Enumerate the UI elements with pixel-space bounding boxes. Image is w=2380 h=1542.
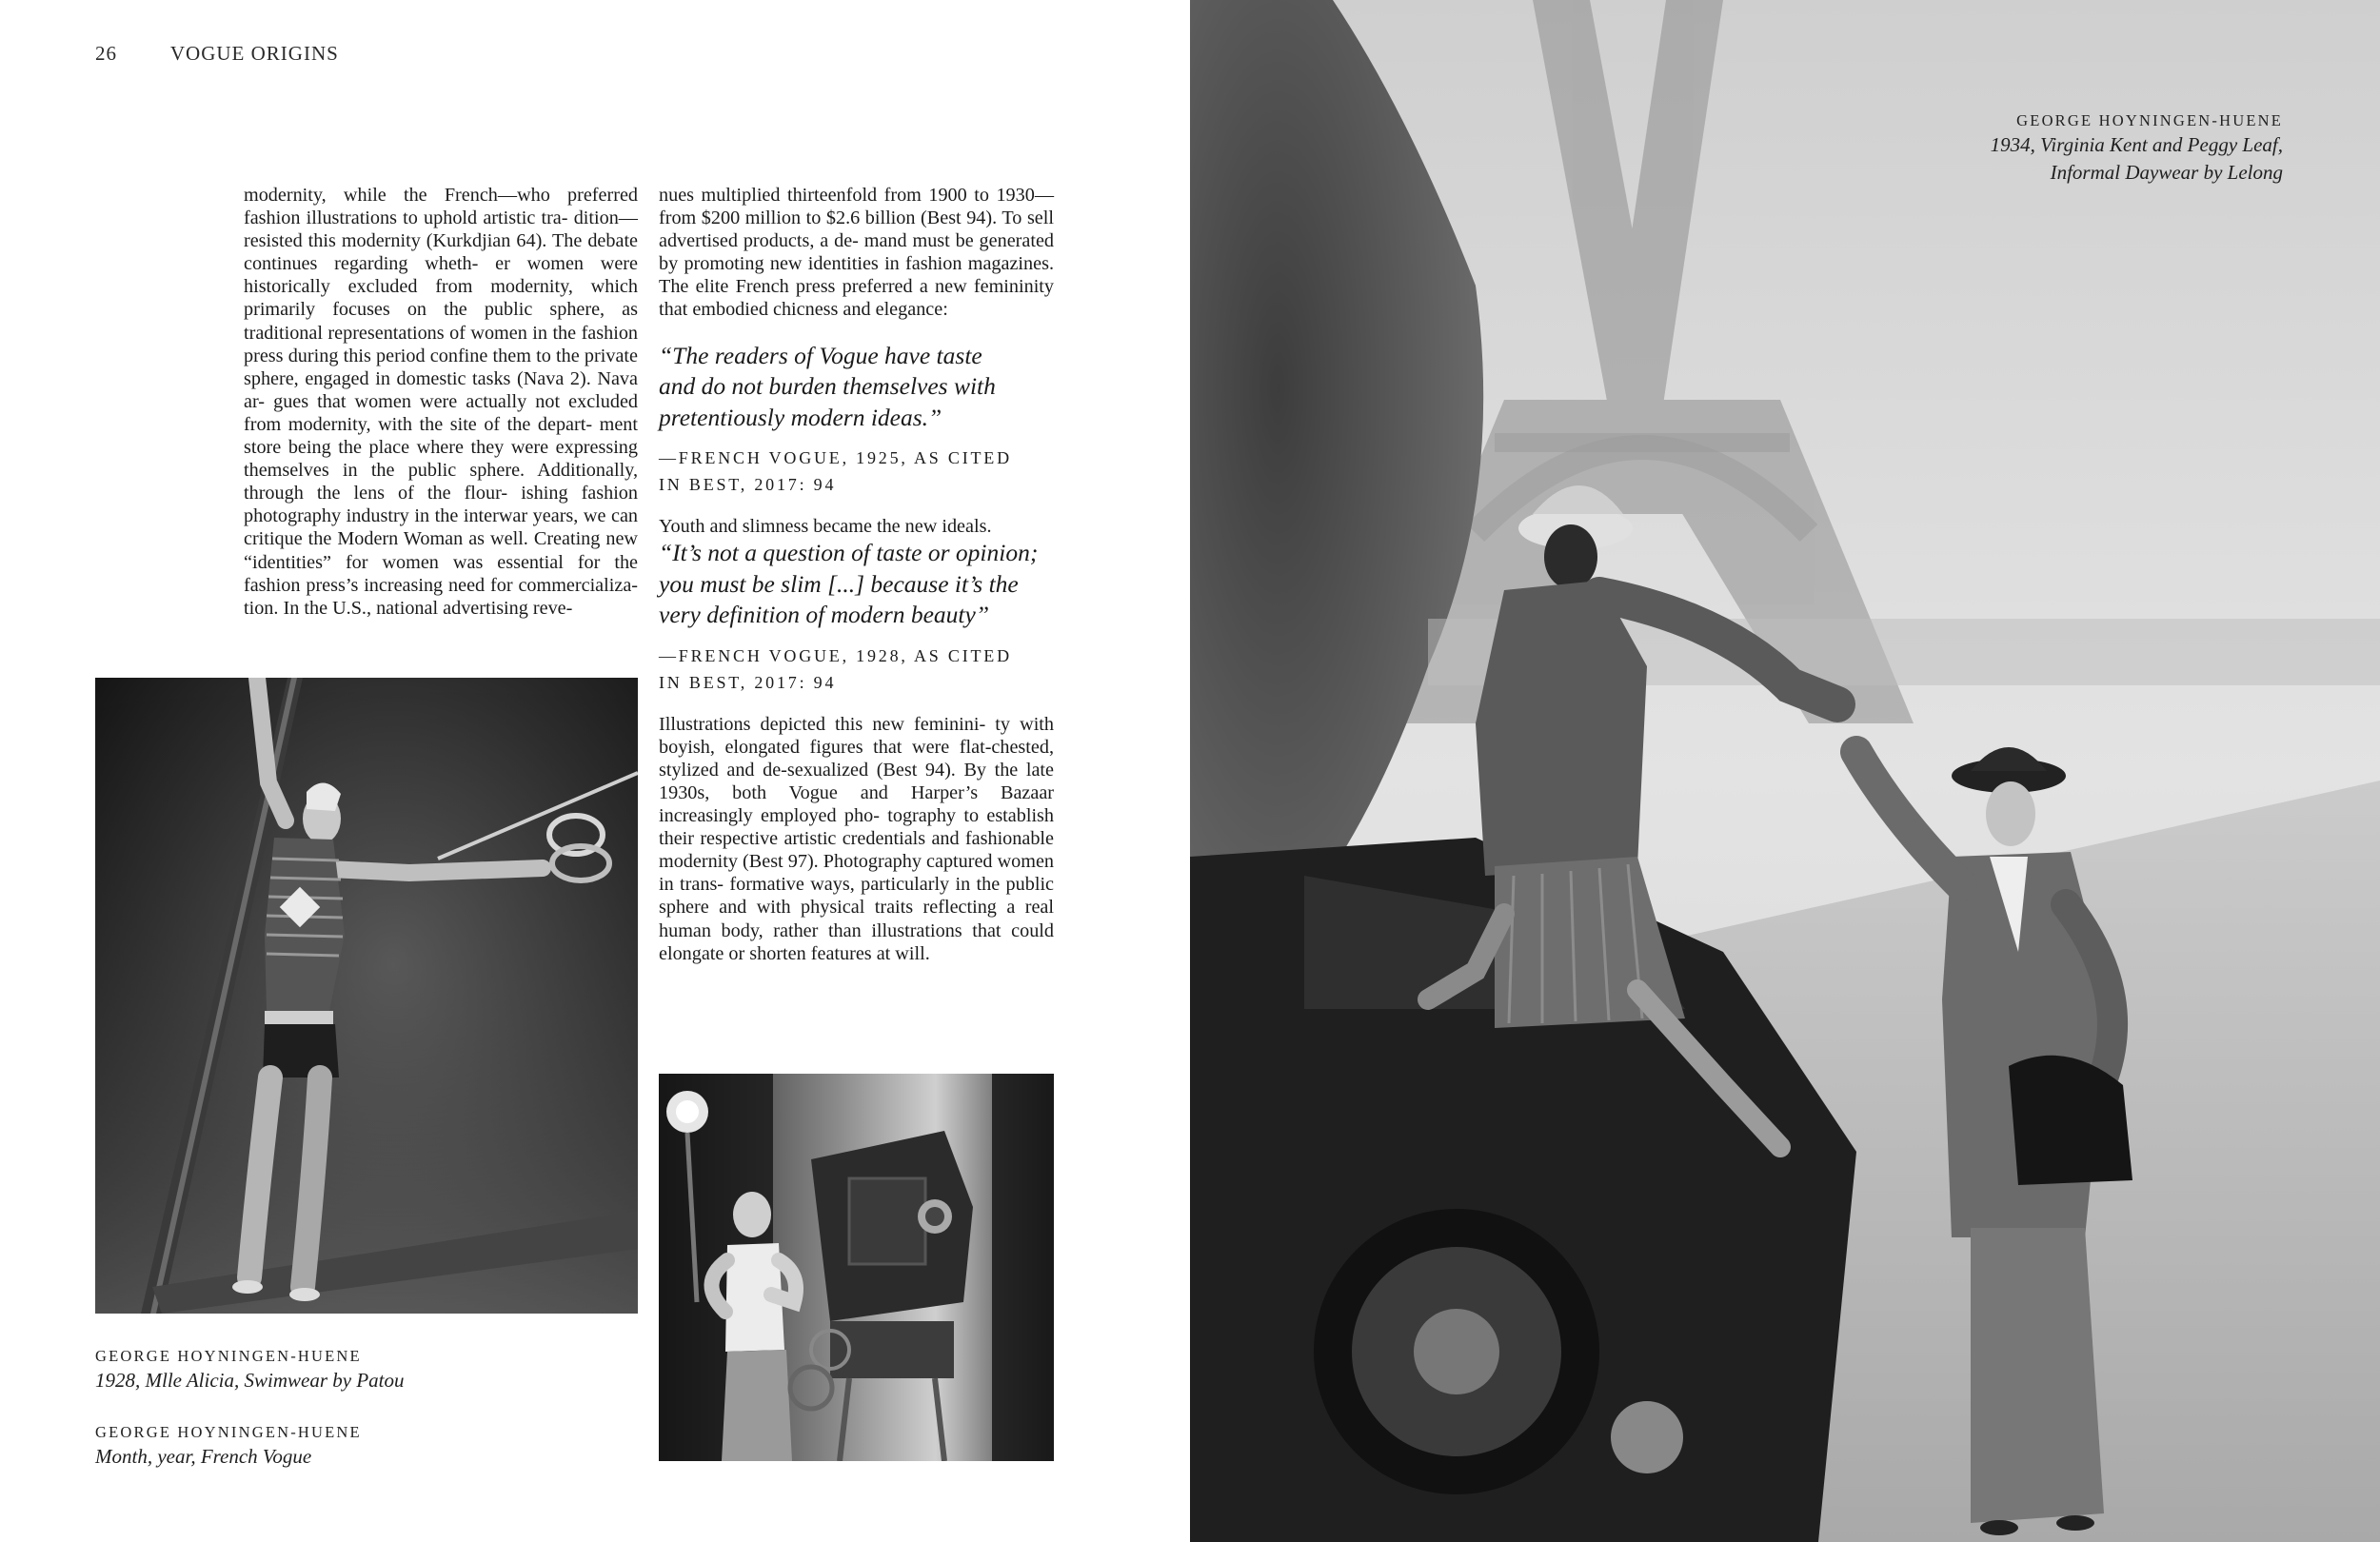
attribution-line: IN BEST, 2017: 94 (659, 672, 837, 692)
right-page-photo (1190, 0, 2380, 1542)
caption-title (1991, 131, 2283, 187)
caption-photo-2 (95, 1422, 362, 1470)
text-line: press’s increasing need for commercializa- (306, 574, 639, 596)
text-line: for women was essential for the fashion (244, 551, 639, 596)
running-header (95, 42, 339, 66)
text-line: 1930—from $200 million to $2.6 billion (659, 185, 1054, 229)
text-line: (Best 94). By the late 1930s, both Vogue and (659, 759, 1054, 803)
text-line: Woman as well. Creating new “identities” (244, 528, 639, 573)
text-line: modernity, which primarily focuses on the (244, 276, 638, 321)
text-line: Additionally, through the lens of the flour- (244, 460, 639, 504)
pull-quote-1 (659, 341, 1054, 434)
body-paragraph (244, 184, 638, 620)
text-line: ishing fashion photography industry in the (244, 483, 638, 527)
body-paragraph: Youth and slimness became the new ideals. (659, 516, 992, 538)
body-paragraph (659, 713, 1054, 965)
text-line: (Best 94). To sell advertised products, a de- (659, 208, 1054, 252)
caption-title-line: 1934, Virginia Kent and Peggy Leaf, (1990, 133, 2283, 156)
page-number: 26 (95, 42, 117, 65)
caption-photographer: GEORGE HOYNINGEN-HUENE (95, 1347, 362, 1365)
caption-photographer: GEORGE HOYNINGEN-HUENE (2016, 111, 2283, 129)
running-title: VOGUE ORIGINS (169, 42, 339, 65)
text-line: er women were historically excluded from (244, 253, 638, 298)
text-line: nues multiplied thirteenfold from 1900 to (659, 185, 989, 206)
pull-quote-2 (659, 538, 1054, 631)
text-line: mand must be generated by promoting new (659, 230, 1055, 275)
text-line: 97). Photography captured women in trans- (659, 851, 1055, 896)
text-line: 64). The debate continues regarding wheth- (244, 230, 639, 275)
attribution-line: —FRENCH VOGUE, 1925, AS CITED (659, 448, 1012, 468)
text-line: ty with boyish, elongated figures that were (659, 713, 1054, 758)
swimwear-photo (95, 678, 638, 1314)
caption-title: Month, year, French Vogue (95, 1445, 312, 1468)
photographer-photo-image (659, 1074, 1054, 1461)
text-line: gues that women were actually not excluded (273, 390, 639, 412)
text-line: Illustrations depicted this new feminini- (659, 713, 986, 735)
quote-line: very definition of modern beauty” (659, 601, 990, 629)
quote-line: you must be slim [...] because it’s the (659, 569, 1019, 598)
text-line: interwar years, we can critique the Modern (244, 505, 639, 550)
quote-attribution-1 (659, 445, 1054, 498)
text-line: of women in the fashion press during this (244, 322, 639, 366)
text-line: real human body, rather than illustrations (659, 897, 1054, 941)
text-line: credentials and fashionable modernity (Best (659, 828, 1054, 873)
text-line: sphere and with physical traits reflecting a (659, 897, 1016, 919)
text-line: Harper’s Bazaar increasingly employed pho- (659, 781, 1055, 827)
text-line: embodied chicness and elegance: (692, 299, 948, 321)
eiffel-tower-photo-image (1190, 0, 2380, 1542)
text-line: fashion illustrations to uphold artistic tra- (244, 208, 568, 229)
text-line: modernity, while the French—who preferred (244, 185, 638, 206)
quote-line: and do not burden themselves with (659, 372, 996, 401)
quote-attribution-2 (659, 642, 1054, 696)
quote-line: “The readers of Vogue have taste (659, 341, 982, 369)
text-line: identities in fashion magazines. The elite (659, 253, 1054, 298)
caption-photo-1 (95, 1346, 405, 1394)
caption-photo-3 (1991, 110, 2283, 187)
text-column-1 (244, 184, 638, 620)
attribution-line: IN BEST, 2017: 94 (659, 475, 837, 495)
photographer-photo (659, 1074, 1054, 1461)
quote-line: “It’s not a question of taste or opinion; (659, 539, 1039, 567)
text-column-2 (659, 184, 1054, 965)
attribution-line: —FRENCH VOGUE, 1928, AS CITED (659, 645, 1012, 665)
text-line: tography to establish their respective artistic (659, 805, 1055, 850)
text-line: ment store being the place where they were (244, 413, 639, 459)
text-line: engaged in domestic tasks (Nava 2). Nava ar- (244, 367, 638, 412)
body-paragraph (659, 184, 1054, 322)
caption-photographer: GEORGE HOYNINGEN-HUENE (95, 1423, 362, 1441)
quote-line: pretentiously modern ideas.” (659, 403, 942, 431)
text-line: expressing themselves in the public sphere. (244, 437, 638, 482)
text-line: tion. In the U.S., national advertising reve- (244, 597, 573, 619)
text-line: public sphere, as traditional representations (244, 299, 638, 344)
text-line: dition—resisted this modernity (Kurkdjian (244, 208, 638, 252)
swimwear-photo-image (95, 678, 638, 1314)
text-line: from modernity, with the site of the depart- (244, 413, 593, 435)
text-line: that could elongate or shorten features at will. (659, 919, 1054, 964)
caption-title-line: Informal Daywear by Lelong (2050, 161, 2283, 184)
text-line: formative ways, particularly in the public (729, 874, 1055, 896)
text-line: French press preferred a new femininity that (659, 276, 1055, 321)
caption-title: 1928, Mlle Alicia, Swimwear by Patou (95, 1369, 405, 1392)
text-line: flat-chested, stylized and de-sexualized (659, 736, 1054, 781)
text-line: period confine them to the private sphere, (244, 345, 638, 389)
